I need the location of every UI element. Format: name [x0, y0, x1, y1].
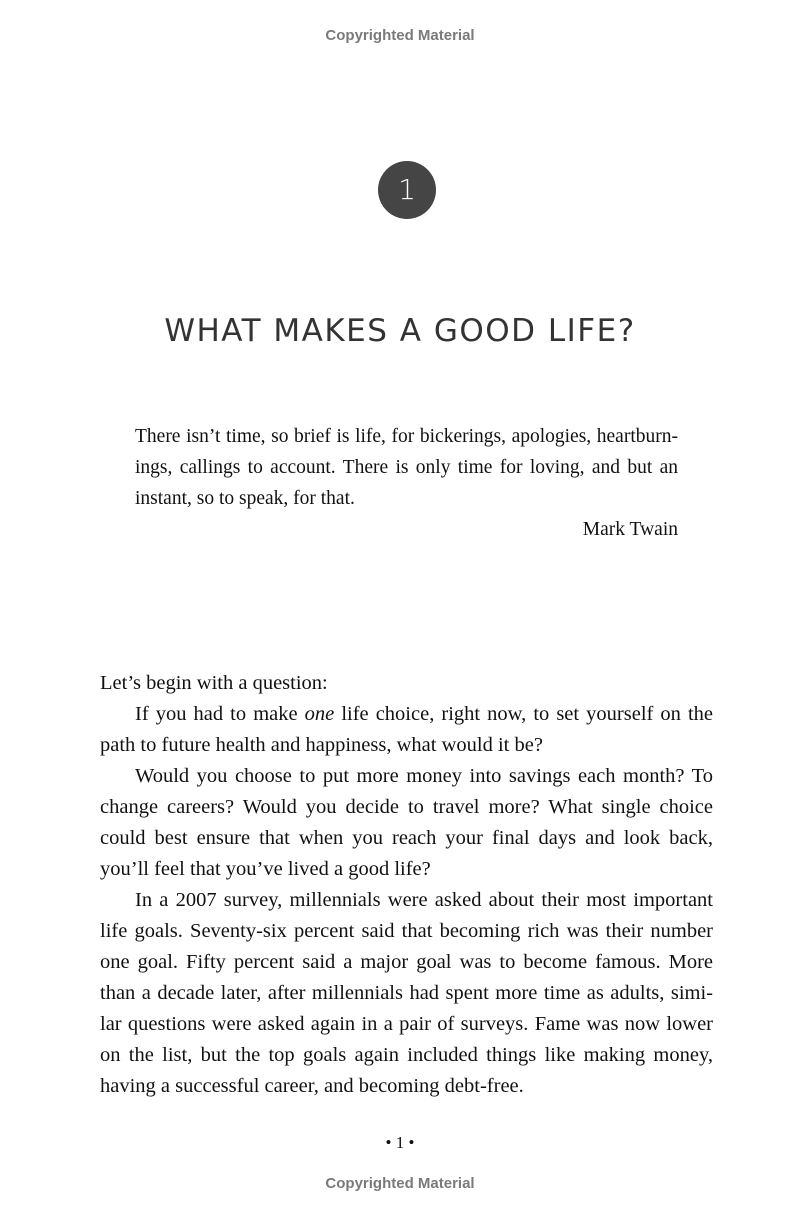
- epigraph-line: instant, so to speak, for that.: [135, 488, 355, 509]
- body-line: change careers? Would you decide to travel more? What single choice: [100, 796, 713, 818]
- text: life choice, right now, to set yourself on the: [334, 703, 714, 725]
- epigraph-attribution: Mark Twain: [582, 519, 678, 540]
- body-line: [100, 699, 713, 730]
- copyright-watermark-bottom: Copyrighted Material: [325, 1175, 475, 1192]
- body-line: lar questions were asked again in a pair of surveys. Fame was now lower: [100, 1013, 713, 1035]
- body-line: having a successful career, and becoming debt-free.: [100, 1075, 524, 1097]
- body-line: In a 2007 survey, millennials were asked about their most important: [135, 889, 713, 911]
- epigraph: [135, 421, 678, 545]
- epigraph-line: ings, callings to account. There is only time for loving, and but an: [135, 457, 678, 478]
- body-line: Let’s begin with a question:: [100, 672, 328, 694]
- body-line: one goal. Fifty percent said a major goal was to become famous. More: [100, 951, 713, 973]
- body-line: you’ll feel that you’ve lived a good life?: [100, 858, 431, 880]
- body-line: path to future health and happiness, what would it be?: [100, 734, 543, 756]
- chapter-title: WHAT MAKES A GOOD LIFE?: [164, 312, 636, 349]
- body-line: on the list, but the top goals again included things like making money,: [100, 1044, 713, 1066]
- copyright-watermark-top: Copyrighted Material: [325, 27, 475, 44]
- chapter-number-badge: 1: [378, 161, 436, 219]
- body-text: [100, 668, 713, 1102]
- body-line: life goals. Seventy-six percent said that becoming rich was their number: [100, 920, 713, 942]
- body-line: could best ensure that when you reach your final days and look back,: [100, 827, 713, 849]
- text: If you had to make: [135, 703, 305, 725]
- body-line: Would you choose to put more money into savings each month? To: [135, 765, 713, 787]
- emphasis: one: [304, 703, 335, 725]
- page-number: • 1 •: [385, 1133, 415, 1152]
- epigraph-line: There isn’t time, so brief is life, for bickerings, apologies, heartburn-: [135, 426, 678, 447]
- body-line: than a decade later, after millennials had spent more time as adults, simi-: [100, 982, 713, 1004]
